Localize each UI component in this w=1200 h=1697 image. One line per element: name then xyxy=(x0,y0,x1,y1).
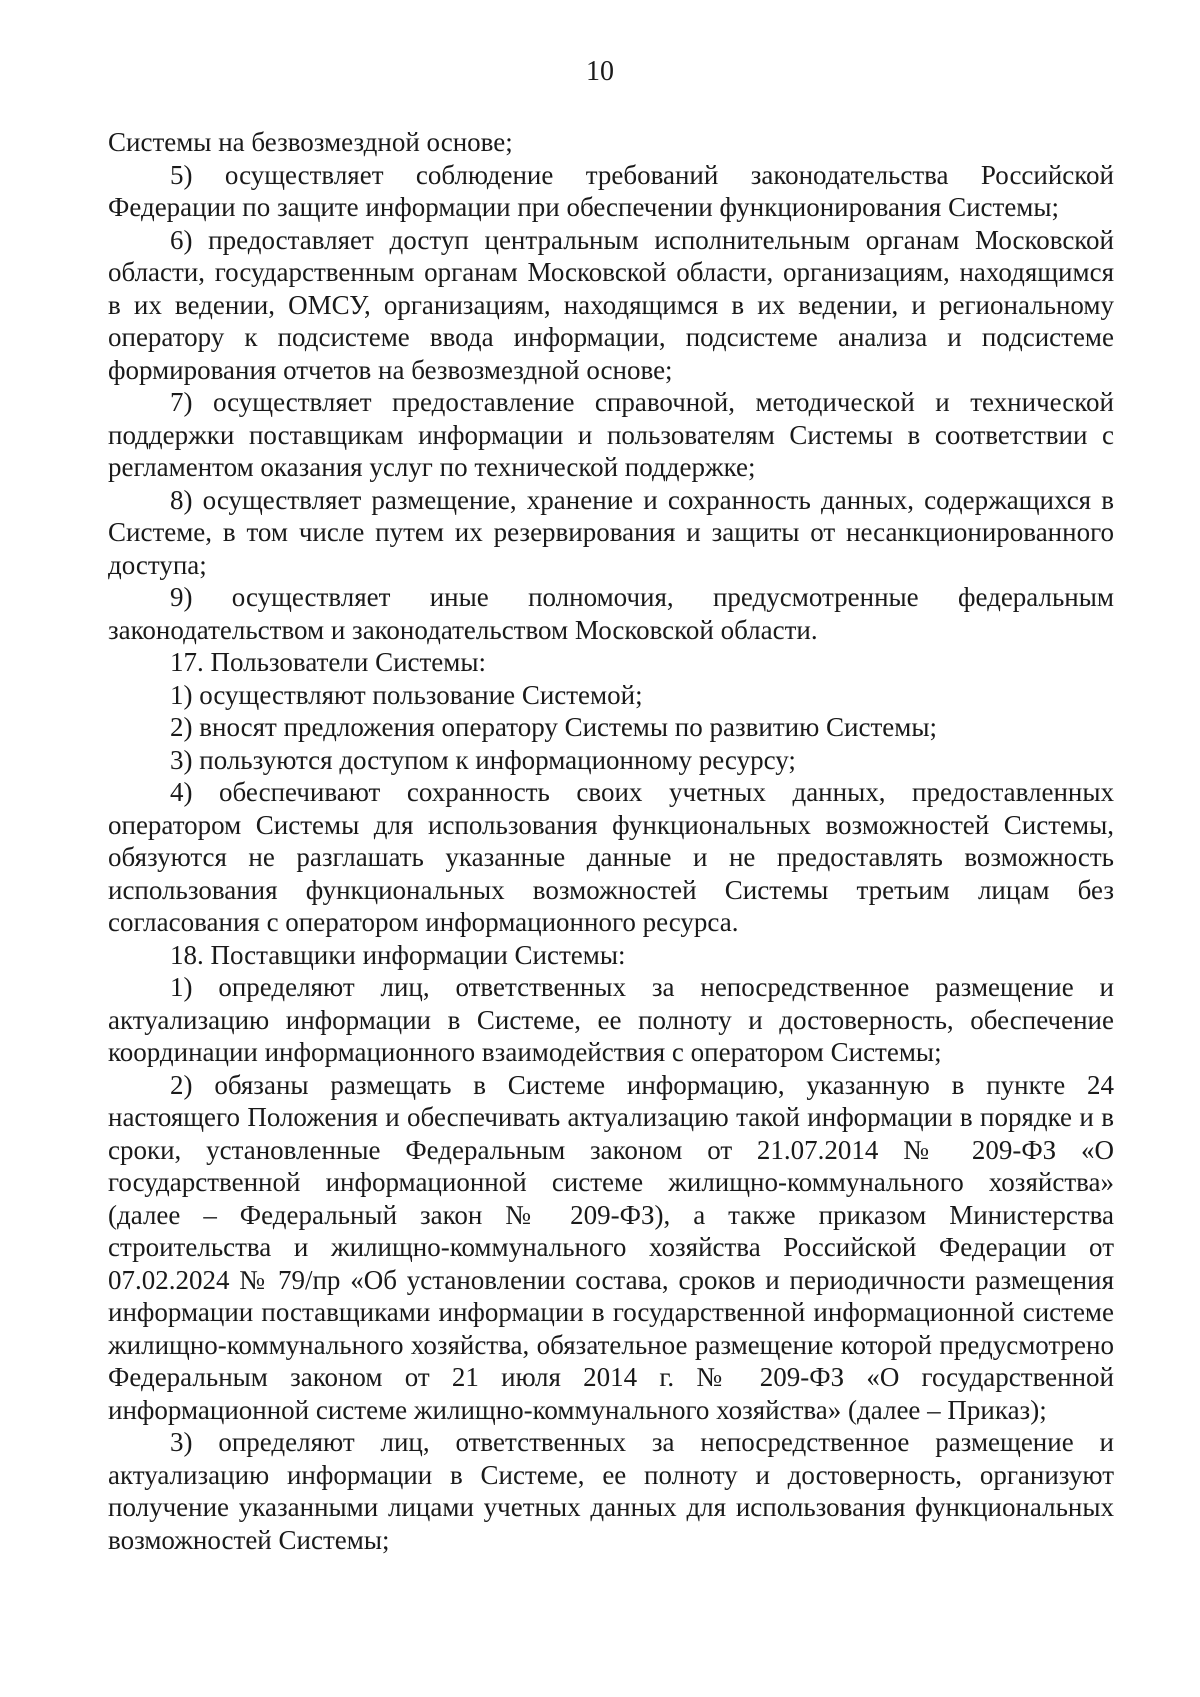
section-heading-18: 18. Поставщики информации Системы: xyxy=(170,939,626,970)
paragraph-18-item-2: 2) обязаны размещать в Системе информацию, указанную в пункте 24 настоящего Положения и обеспечивать актуализацию такой информации в порядке и в сроки, установленные Федеральным законом от 21.07.2014 № 209-ФЗ «О государственной информационной системе жилищно-коммунального хозяйства» (далее – Федеральный закон № 209-ФЗ), а также приказом Министерства строительства и жилищно-коммунального хозяйства Российской Федерации от 07.02.2024 № 79/пр «Об установлении состава, сроков и периодичности размещения информации поставщиками информации в государственной информационной системе жилищно-коммунального хозяйства, обязательное размещение которой предусмотрено Федеральным законом от 21 июля 2014 г. № 209-ФЗ «О государственной информационной системе жилищно-коммунального хозяйства» (далее – Приказ); xyxy=(108,1069,1114,1425)
section-heading-17: 17. Пользователи Системы: xyxy=(170,647,487,677)
paragraph-18-item-1: 1) определяют лиц, ответственных за непосредственное размещение и актуализацию информации в Системе, ее полноту и достоверность, обеспечение координации информационного взаимодействия с оператором Системы; xyxy=(108,972,1114,1067)
paragraph-item-6: 6) предоставляет доступ центральным исполнительным органам Московской области, государственным органам Московской области, организациям, находящимся в их ведении, ОМСУ, организациям, находящимся в их ведении, и региональному оператору к подсистеме ввода информации, подсистеме анализа и подсистеме формирования отчетов на безвозмездной основе; xyxy=(108,224,1114,385)
paragraph-item-8: 8) осуществляет размещение, хранение и сохранность данных, содержащихся в Системе, в том числе путем их резервирования и защиты от несанкционированного доступа; xyxy=(108,484,1114,580)
page-number: 10 xyxy=(586,56,614,87)
paragraph-18-item-3: 3) определяют лиц, ответственных за непосредственное размещение и актуализацию информации в Системе, ее полноту и достоверность, организуют получение указанными лицами учетных данных для использования функциональных возможностей Системы; xyxy=(108,1427,1114,1555)
paragraph-item-7: 7) осуществляет предоставление справочной, методической и технической поддержки поставщикам информации и пользователям Системы в соответствии с регламентом оказания услуг по технической поддержке; xyxy=(108,387,1114,482)
paragraph-17-item-1: 1) осуществляют пользование Системой; xyxy=(170,679,643,710)
paragraph-17-item-2: 2) вносят предложения оператору Системы по развитию Системы; xyxy=(170,712,937,742)
paragraph-item-9: 9) осуществляет иные полномочия, предусмотренные федеральным законодательством и законодательством Московской области. xyxy=(108,582,1114,645)
paragraph-continuation: Системы на безвозмездной основе; xyxy=(108,127,513,157)
document-body xyxy=(108,126,1114,1556)
paragraph-item-5: 5) осуществляет соблюдение требований законодательства Российской Федерации по защите информации при обеспечении функционирования Системы; xyxy=(108,159,1114,222)
paragraph-17-item-3: 3) пользуются доступом к информационному ресурсу; xyxy=(170,744,796,775)
paragraph-17-item-4: 4) обеспечивают сохранность своих учетных данных, предоставленных оператором Системы для использования функциональных возможностей Системы, обязуются не разглашать указанные данные и не предоставлять возможность использования функциональных возможностей Системы третьим лицам без согласования с оператором информационного ресурса. xyxy=(108,777,1114,937)
